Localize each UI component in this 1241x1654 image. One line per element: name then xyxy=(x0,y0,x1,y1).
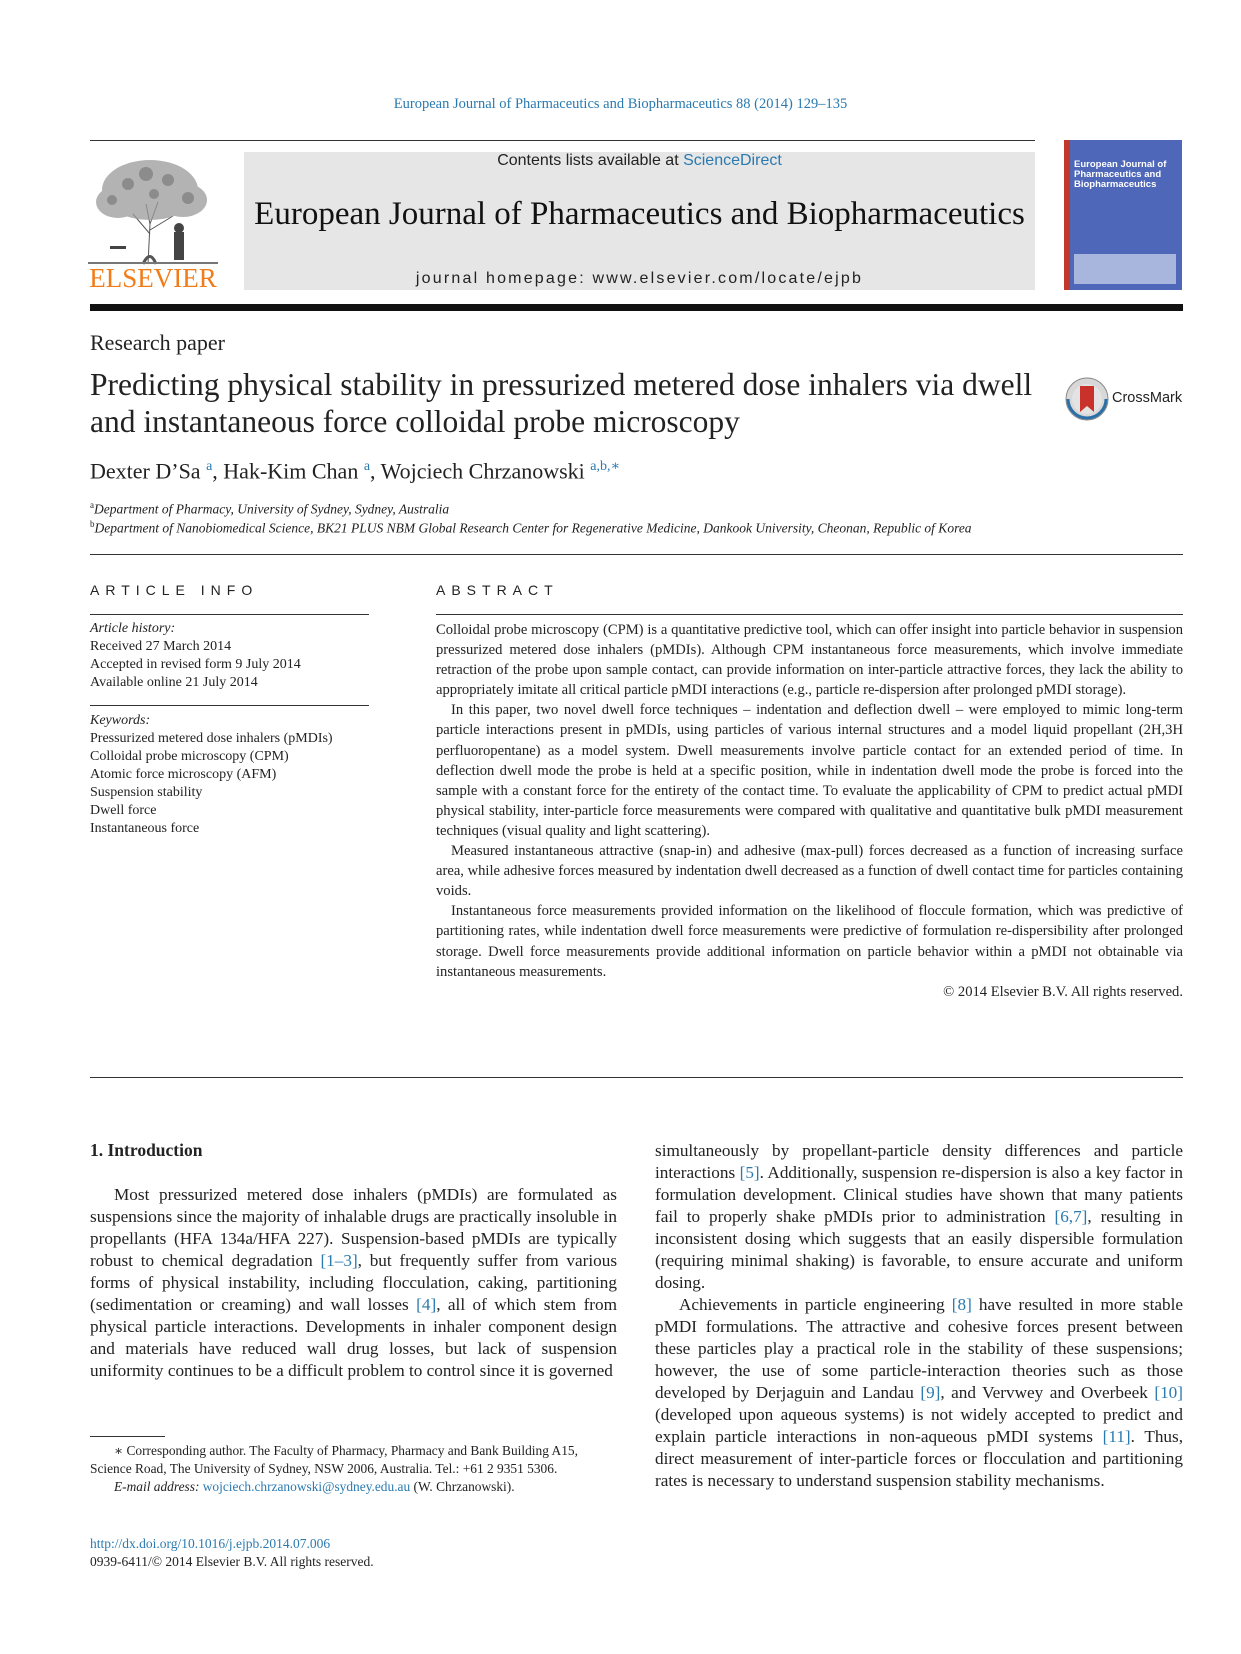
contents-line xyxy=(244,152,1035,170)
journal-citation[interactable]: European Journal of Pharmaceutics and Biopharmaceutics 88 (2014) 129–135 xyxy=(393,96,848,112)
contents-prefix: Contents lists available at xyxy=(497,152,684,169)
corresponding-author-note: ∗ Corresponding author. The Faculty of Pharmacy, Pharmacy and Bank Building A15, Science Road, The University of Sydney, NSW 2006, Australia. Tel.: +61 2 9351 5306. xyxy=(90,1443,578,1476)
history-accepted: Accepted in revised form 9 July 2014 xyxy=(90,657,301,672)
history-received: Received 27 March 2014 xyxy=(90,639,232,654)
author-list xyxy=(90,458,620,484)
article-title: Predicting physical stability in pressurized metered dose inhalers via dwell and instantaneous force colloidal probe microscopy xyxy=(90,367,1033,439)
author-name[interactable]: Wojciech Chrzanowski xyxy=(380,458,585,484)
email-link[interactable]: wojciech.chrzanowski@sydney.edu.au xyxy=(202,1479,411,1494)
email-label: E-mail address: xyxy=(114,1479,203,1494)
cover-title: European Journal of Pharmaceutics and Biopharmaceutics xyxy=(1074,159,1167,190)
article-info-heading: ARTICLE INFO xyxy=(90,582,259,598)
cover-footer xyxy=(1074,254,1176,284)
abstract-heading: ABSTRACT xyxy=(436,582,559,598)
intro-paragraph xyxy=(90,1184,617,1382)
author-affil-sup[interactable]: a,b,∗ xyxy=(590,459,621,474)
journal-title: European Journal of Pharmaceutics and Biopharmaceutics xyxy=(254,196,1025,232)
text-run: Achievements in particle engineering xyxy=(679,1295,952,1314)
abstract-paragraph: Instantaneous force measurements provided information on the likelihood of floccule formation, which was predictive of partitioning rates, while indentation dwell force measurements were predictive of formulation re-dispersibility after prolonged storage. Dwell force measurements provide additional information on particle behavior within a pMDI not obtainable via instantaneous measurements. xyxy=(436,903,1183,980)
abstract-paragraph: Measured instantaneous attractive (snap-in) and adhesive (max-pull) forces decreased as a function of increasing surface area, while adhesive forces measured by indentation dwell decreased as a function of dwell contact time for particles containing voids. xyxy=(436,843,1183,900)
reference-link[interactable]: [5] xyxy=(739,1163,760,1182)
text-run: (developed upon aqueous systems) is not widely accepted to predict and explain particle interactions in non-aqueous pMDI systems xyxy=(655,1405,1183,1446)
intro-paragraph xyxy=(655,1294,1183,1492)
header-thick-rule xyxy=(90,304,1183,311)
doi-link[interactable]: http://dx.doi.org/10.1016/j.ejpb.2014.07.006 xyxy=(90,1536,331,1551)
keyword-item: Colloidal probe microscopy (CPM) xyxy=(90,749,289,764)
reference-link[interactable]: [4] xyxy=(416,1295,437,1314)
elsevier-wordmark: ELSEVIER xyxy=(89,263,217,293)
journal-homepage[interactable]: journal homepage: www.elsevier.com/locate/ejpb xyxy=(415,270,864,287)
abstract-copyright: © 2014 Elsevier B.V. All rights reserved. xyxy=(943,983,1183,1000)
reference-link[interactable]: [11] xyxy=(1102,1427,1131,1446)
article-type: Research paper xyxy=(90,330,225,355)
corresponding-footnote xyxy=(90,1442,617,1496)
article-history xyxy=(90,620,380,692)
reference-link[interactable]: [8] xyxy=(951,1295,972,1314)
keyword-item: Instantaneous force xyxy=(90,821,200,836)
keywords-label: Keywords: xyxy=(90,713,151,728)
elsevier-tree-icon xyxy=(88,154,218,266)
abstract-rule xyxy=(436,614,1183,615)
text-run: , and Vervwey and Overbeek xyxy=(940,1383,1155,1402)
text-run: , resulting in inconsistent dosing which suggests that an easily dispersible formulation (requiring minimal shaking) is favorable, to ensure accurate and uniform dosing. xyxy=(655,1207,1183,1292)
keyword-item: Suspension stability xyxy=(90,785,203,800)
affil-divider xyxy=(90,554,1183,555)
footnote-rule xyxy=(90,1436,165,1437)
crossmark-icon xyxy=(1064,376,1110,422)
crossmark-label: CrossMark xyxy=(1112,390,1183,406)
cover-band xyxy=(1064,140,1070,290)
affil-text: Department of Nanobiomedical Science, BK21 PLUS NBM Global Research Center for Regenerative Medicine, Dankook University, Cheonan, Republic of Korea xyxy=(94,520,972,536)
keyword-item: Dwell force xyxy=(90,803,157,818)
email-line xyxy=(90,1478,617,1496)
intro-left-column xyxy=(90,1184,617,1382)
header-top-rule xyxy=(90,140,1035,141)
history-label: Article history: xyxy=(90,621,176,636)
text-run: , but frequently suffer from various forms of physical instability, including flocculation, caking, partitioning (sedimentation or creaming) and wall losses xyxy=(90,1251,618,1314)
intro-right-column xyxy=(655,1140,1183,1492)
section-heading-introduction: 1. Introduction xyxy=(90,1140,203,1160)
author-affil-sup[interactable]: a xyxy=(363,459,371,474)
keywords-block xyxy=(90,712,380,838)
author-sep: , xyxy=(370,458,381,484)
article-info-rule xyxy=(90,614,369,615)
text-run: have resulted in more stable pMDI formulations. The attractive and cohesive forces present between these particles play a practical role in the stability of these suspensions; however, the use of some particle-interaction theories such as those developed by Derjaguin and Landau xyxy=(655,1295,1183,1402)
history-online: Available online 21 July 2014 xyxy=(90,675,258,690)
doi-block xyxy=(90,1535,374,1571)
email-suffix: (W. Chrzanowski). xyxy=(410,1479,515,1494)
author-name[interactable]: Hak-Kim Chan xyxy=(223,458,359,484)
author-sep: , xyxy=(212,458,224,484)
author-affil-sup[interactable]: a xyxy=(206,459,213,474)
text-run: . Additionally, suspension re-dispersion is also a key factor in formulation development. Clinical studies have shown that many patients fail to properly shake pMDIs prior to administration xyxy=(655,1163,1184,1226)
abstract-paragraph: Colloidal probe microscopy (CPM) is a quantitative predictive tool, which can offer insight into particle behavior in suspension pressurized metered dose inhalers (pMDIs). Although CPM instantaneous force measurements, which involve immediate retraction of the probe upon sample contact, can provide information on inter-particle attractive forces, they lack the ability to appropriately imitate all critical particle pMDI interactions (e.g., particle re-dispersion after prolonged pMDI storage). xyxy=(436,622,1183,699)
journal-banner xyxy=(244,152,1035,290)
reference-link[interactable]: [10] xyxy=(1154,1383,1183,1402)
text-run: . Thus, direct measurement of inter-particle forces or flocculation and partitioning rates is necessary to understand suspension stability mechanisms. xyxy=(655,1427,1183,1490)
affil-sup: b xyxy=(90,519,95,529)
reference-link[interactable]: [9] xyxy=(920,1383,941,1402)
text-run: Most pressurized metered dose inhalers (pMDIs) are formulated as suspensions since the majority of inhalable drugs are practically insoluble in propellants (HFA 134a/HFA 227). Suspension-based pMDIs are typically robust to chemical degradation xyxy=(90,1185,617,1270)
reference-link[interactable]: [6,7] xyxy=(1054,1207,1088,1226)
journal-cover xyxy=(1064,140,1182,290)
author-name[interactable]: Dexter D’Sa xyxy=(90,458,201,484)
keyword-item: Atomic force microscopy (AFM) xyxy=(90,767,277,782)
affil-text: Department of Pharmacy, University of Sydney, Sydney, Australia xyxy=(94,501,450,517)
keyword-item: Pressurized metered dose inhalers (pMDIs) xyxy=(90,731,333,746)
elsevier-logo xyxy=(88,154,218,294)
text-run: , all of which stem from physical particle interactions. Developments in inhaler component design and materials have reduced wall drug losses, but lack of suspension uniformity continues to be a difficult problem to control since it is governed xyxy=(90,1295,617,1380)
issn-line: 0939-6411/© 2014 Elsevier B.V. All rights reserved. xyxy=(90,1554,374,1569)
affiliation-a xyxy=(90,500,449,518)
keywords-rule xyxy=(90,705,369,706)
intro-paragraph xyxy=(655,1140,1183,1294)
reference-link[interactable]: [1–3] xyxy=(320,1251,358,1270)
abstract-body xyxy=(436,620,1183,1002)
crossmark-badge[interactable] xyxy=(1064,376,1184,422)
abstract-bottom-rule xyxy=(90,1077,1183,1078)
affil-sup: a xyxy=(90,500,94,510)
text-run: simultaneously by propellant-particle density differences and particle interactions xyxy=(655,1141,1183,1182)
sciencedirect-link[interactable]: ScienceDirect xyxy=(683,152,782,169)
abstract-paragraph: In this paper, two novel dwell force techniques – indentation and deflection dwell – were employed to mimic long-term particle interactions present in pMDIs, using particles of various internal structures and a model liquid propellant (2H,3H perfluoropentane) as a model system. Dwell measurements involve particle contact for an extended period of time. In deflection dwell mode the probe is held at a specific position, while in indentation dwell mode the probe is forced into the sample with a constant force for the entirety of the contact time. To evaluate the applicability of CPM to predict actual pMDI physical stability, inter-particle force measurements were compared with qualitative and quantitative bulk pMDI measurement techniques (visual quality and light scattering). xyxy=(436,702,1183,839)
affiliation-b xyxy=(90,519,972,537)
